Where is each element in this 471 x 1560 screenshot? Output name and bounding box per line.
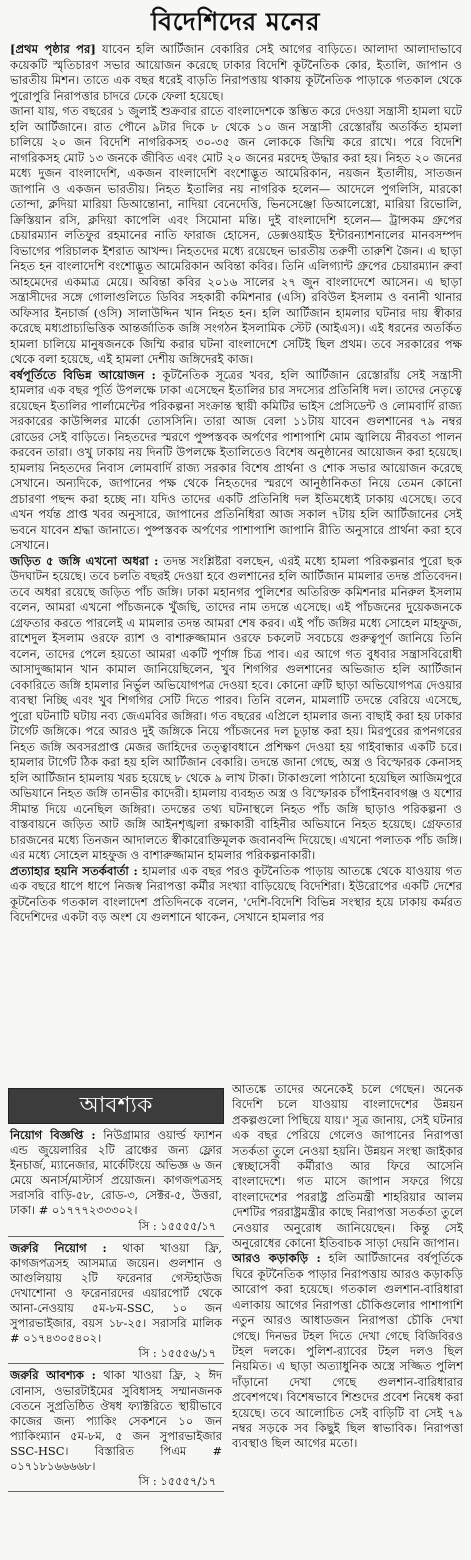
ad-code: সি : ১৫৫৫৬/১৭ — [138, 1346, 216, 1361]
ad-code: সি : ১৫৫৫৫/১৭ — [138, 1218, 216, 1233]
paragraph-lead: আরও কড়াকড়ি : — [232, 1251, 321, 1266]
article-paragraph — [10, 104, 462, 368]
paragraph-lead: বর্ষপূর্তিতে বিভিন্ন আয়োজন : — [10, 367, 156, 382]
paragraph-text: তদন্ত সংশ্লিষ্টরা বলছেন, এরই মধ্যে হামলা পরিকল্পনার পুরো ছক উদঘাটন হয়েছে। তবে চলতি বছরই দেওয়া হবে গুলশানের হলি আর্টিজান মামলার তদন্ত প্রতিবেদন। তবে অধরা রয়েছে জড়িত পাঁচ জঙ্গি। ঢাকা মহানগর পুলিশের অতিরিক্ত কমিশনার মনিরুল ইসলাম বলেন, আমরা এখনো পাঁচজনকে খুঁজছি, তাদের নাম তদন্তে এসেছে। এই পাঁচজনের দুয়েকজনকে গ্রেফতার করতে পারলেই এ মামলার তদন্ত আমরা শেষ করব। এই পাঁচ জঙ্গির মধ্যে সোহেল মাহফুজ, রাশেদুল ইসলাম ওরফে র‌্যাশ ও বাশারুজ্জামান ওরফে চকলেট সবচেয়ে গুরুত্বপূর্ণ জানিয়ে তিনি বলেন, তাদের পেলে হয়তো আমরা একটি পূর্ণাঙ্গ চিত্র পাব। এর আগে গত বুধবার সন্ত্রাসবিরোধী আসাদুজ্জামান খান কামাল জানিয়েছিলেন, খুব শিগগির গুলশানের অভিজাত হলি আর্টিজান বেকারিতে জঙ্গি হামলার নির্ভুল অভিযোগপত্র দেওয়া হবে। কোনো ত্রুটি ছাড়া অভিযোগপত্র দেওয়ার ব্যবস্থা নিচ্ছি এবং খুব শিগগির সেটি দিতে পারব। তিনি বলেন, মামলাটি তদন্তে বেরিয়ে এসেছে, পুরো ঘটনাটি ঘটায় নব্য জেএমবির জঙ্গিরা। গত বছরের এপ্রিলে হামলার জন্য বাছাই করা হয় ঢাকার টার্গেট জঙ্গিকে। পরে আরও দুই জঙ্গিকে নিয়ে পাঁচজনের দল চূড়ান্ত করা হয়। মিরপুরের রূপনগরের নিহত জঙ্গি অবসরপ্রাপ্ত মেজর জাহিদের তত্ত্বাবধানে প্রশিক্ষণ দেওয়া হয় গাইবান্ধার একটি চরে। হামলার টার্গেট ঠিক করা হয় হলি আর্টিজান বেকারি। তদন্তে জানা গেছে, অস্ত্র ও বিস্ফোরক কেনাসহ হলি আর্টিজান হামলায় খরচ হয়েছে ৮ থেকে ৯ লাখ টাকা। টাকাগুলো পাঠানো হয়েছিল আজিমপুরে অভিযানে নিহত জঙ্গি তানভীর কাদেরী। হামলায় ব্যবহৃত অস্ত্র ও বিস্ফোরক চাঁপাইনবাবগঞ্জ ও যশোর সীমান্ত দিয়ে এনেছিল জঙ্গিরা। তদন্তের তথ্য ঘটনাস্থলে নিহত পাঁচ জঙ্গি ছাড়াও পরিকল্পনা ও বাস্তবায়নে জড়িত আট জঙ্গি আইনশৃঙ্খলা রক্ষাকারী বাহিনীর অভিযানে নিহত হয়েছে। গ্রেফতার চারজনের মধ্যে তিনজন আদালতে স্বীকারোক্তিমূলক জবানবন্দি দিয়েছে। এখনো পলাতক পাঁচ জঙ্গি। এর মধ্যে সোহেল মাহফুজ ও বাশারুজ্জামান হামলার পরিকল্পনাকারী। — [10, 553, 462, 862]
ad-code: সি : ১৫৫৫৭/১৭ — [138, 1474, 216, 1489]
ad-body: থাকা খাওয়া ফ্রি, ২ ঈদ বোনাস, ওভারটাইমের সুবিধাসহ সম্মানজনক বেতনে সুপ্রতিষ্ঠিত ঔষধ ফ্যাক্টরিতে স্থায়ীভাবে কাজের জন্য প্যাকিং সেকশনে ১০ জন প্যাকিংম্যান ৫ম-৮ম, ৫ জন সুপারভাইজার SSC-HSC। বিস্তারিত পিএম # ০১৭১৮১৬৬৬৬৮। — [10, 1368, 222, 1473]
article-paragraph — [10, 368, 462, 554]
ad-title: জরুরি আবশ্যক : — [10, 1368, 96, 1383]
paragraph-lead: [প্রথম পৃষ্ঠার পর] — [10, 42, 96, 56]
paragraph-text: হামলার এক বছর পরও কূটনৈতিক পাড়ায় আতঙ্কে থেকে যাওয়ায় গত এক বছরে ধাপে ধাপে নিজস্ব নিরাপত্তা কর্মীর সংখ্যা বাড়িয়েছে বিদেশিরা। ইউরোপের একটি দেশের কূটনৈতিক গতকাল বাংলাদেশ প্রতিদিনকে বলেন, 'দেশি-বিদেশি বিভিন্ন সংস্থার হয়ে ঢাকায় কর্মরত বিদেশিদের একটা বড় অংশ যে গুলশানে থাকেন, সেখানে হামলার পর — [10, 863, 462, 924]
article-body — [10, 42, 462, 926]
ad-body: নিউগ্রামার ওয়ার্ল্ড ফ্যাশন এন্ড জুয়েলারির ২টি ব্রাঞ্চের জন্য ফ্লোর ইনচার্জ, ম্যানেজার, মার্কেটিংয়ে অভিজ্ঞ ৬ জন মেয়ে অনার্স/মাস্টার্স প্রয়োজন। কাগজপত্রসহ সরাসরি বাড়ি-৫৮, রোড-৩, সেক্টর-৫, উত্তরা, ঢাকা। # ০১৭৭৭২৩৩৩০২। — [10, 1128, 222, 1218]
ad-title: জরুরি নিয়োগ : — [10, 1240, 107, 1255]
headline: বিদেশিদের মনের — [151, 7, 320, 36]
article-continuation — [232, 1082, 463, 1452]
classified-ad — [8, 1124, 224, 1237]
article-paragraph — [232, 1251, 463, 1451]
paragraph-text: হলি আর্টিজানের বর্ষপূর্তিকে ঘিরে কূটনৈতিক পাড়ার নিরাপত্তায় আরও কড়াকড়ি আরোপ করা হয়েছে। গতকাল গুলশান-বারিধারা এলাকায় আগের নিরাপত্তা চৌকিগুলোর পাশাপাশি নতুন আরও আধাডজন নিরাপত্তা চৌকি দেখা গেছে। দিনভর টহল দিতে দেখা গেছে বিজিবিরও টহল দলকে। পুলিশ-র‌্যাবের টহল দলও ছিল নিয়মিত। এ ছাড়া অত্যাধুনিক অস্ত্রে সজ্জিত পুলিশ দাঁড়ানো দেখা গেছে গুলশান-বারিধারার প্রবেশপথে। বিশেষভাবে শিশুদের প্রবেশ নিষেধ করা হয়েছে। তবে আলোচিত সেই বাড়িটি বা সেই ৭৯ নম্বর সড়কে সব কিছুই ছিল স্বাভাবিক। নিরাপত্তা ব্যবস্থাও ছিল আগের মতো। — [232, 1251, 463, 1451]
paragraph-text: কূটনৈতিক সূত্রের খবর, হলি আর্টিজান রেস্তোরাঁয় সেই সন্ত্রাসী হামলার এক বছর পূর্তি উপলক্ষে ঢাকা এসেছেন ইতালির চার সদস্যের প্রতিনিধি দল। তাদের নেতৃত্বে রয়েছেন ইতালির পার্লামেন্টের পরিকল্পনা সংক্রান্ত স্থায়ী কমিটির ভাইস প্রেসিডেন্ট ও লোমবার্দি রাজ্য সরকারের কাউন্সিলর মার্কো তোসসিনি। তারা আজ বেলা ১১টায় যাবেন গুলশানের ৭৯ নম্বর রোডের সেই বাড়িতে। নিহতদের স্মরণে পুষ্পস্তবক অর্পণের পাশাপাশি মোম জ্বালিয়ে নীরবতা পালন করবেন তারা। ওখু ঢাকায় নয় দিনটি উপলক্ষে ইতালিতেও বিশেষ অনুষ্ঠানের আয়োজন করা হয়েছে। হামলায় নিহতদের নিবাস লোমবার্দি রাজ্য সরকার বিশেষ প্রার্থনা ও শোক সভার আয়োজন করেছে সেখানে। অন্যদিকে, জাপানের পক্ষ থেকে নিহতদের স্মরণে আনুষ্ঠানিকতা নিয়ে তেমন কোনো প্রচারণা পছন্দ করা হচ্ছে না। যদিও তাদের একটি প্রতিনিধি দল ইতিমধ্যেই ঢাকায় এসেছে। তবে এখন পর্যন্ত প্রাপ্ত খবর অনুসারে, জাপানের প্রতিনিধিরা আজ সকাল ৭টায় হলি আর্টিজানের সেই ভবনে যাবেন শ্রদ্ধা জানাতে। পুষ্পস্তবক অর্পণের পাশাপাশি জাপানি রীতি অনুসারে প্রার্থনা করা হবে সেখানে। — [10, 367, 462, 552]
ad-title: নিয়োগ বিজ্ঞপ্তি : — [10, 1128, 96, 1142]
article-paragraph — [10, 554, 462, 864]
paragraph-lead: প্রত্যাহার হয়নি সতর্কবার্তা : — [10, 863, 138, 878]
classifieds-heading: আবশ্যক — [8, 1088, 224, 1124]
classifieds-box — [8, 1088, 224, 1492]
classified-ad — [8, 1237, 224, 1365]
article-paragraph — [10, 864, 462, 926]
paragraph-text: জানা যায়, গত বছরের ১ জুলাই শুক্রবার রাতে বাংলাদেশকে স্তম্ভিত করে দেওয়া সন্ত্রাসী হামলা ঘটে হলি আর্টিজানে। রাত পৌনে ৯টার দিকে ৮ থেকে ১০ জন সন্ত্রাসী রেস্তোরাঁয় অতর্কিত হামলা চালিয়ে ২০ জন বিদেশি নাগরিকসহ ৩০-৩৫ জন লোককে জিম্মি করে রাখে। পরে বিদেশি নাগরিকসহ মোট ১৩ জনকে জীবিত এবং মোট ২০ জনের মরদেহ উদ্ধার করা হয়। নিহত ২০ জনের মধ্যে দুজন বাংলাদেশি, একজন বাংলাদেশি বংশোদ্ভূত আমেরিকান, নয়জন ইতালীয়, সাতজন জাপানি ও একজন ভারতীয়। নিহত ইতালির নয় নাগরিক হলেন— আদেলে পুগলিসি, মারকো তোন্দা, ক্লদিয়া মারিয়া ডিআন্তোনা, নাদিয়া বেনেদেত্তি, ভিনসেঞ্জো ডিআলেস্ত্রো, মারিয়া রিভোলি, ক্রিস্তিয়ান রসি, ক্লদিয়া কাপেলি এবং সিমোনা মন্তি। দুই বাংলাদেশি হলেন— ট্রান্সকম গ্রুপের চেয়ারম্যান লতিফুর রহমানের নাতি ফারাজ হোসেন, ডেক্সওয়াইড ইন্টারন্যাশনালের মানবসম্পদ বিভাগের পরিচালক ইশরাত আখন্দ। নিহতদের মধ্যে রয়েছেন ভারতীয় তরুণী তারুশি জৈন। এ ছাড়া নিহত হন বাংলাদেশি বংশোদ্ভূত আমেরিকান অবিন্তা কবির। তিনি এলিগ্যান্ট গ্রুপের চেয়ারম্যান রুবা আহমেদের একমাত্র মেয়ে। অবিন্তা কবির ২০১৬ সালের ২৭ জুন বাংলাদেশে আসেন। এ ছাড়া সন্ত্রাসীদের সঙ্গে গোলাগুলিতে ডিবির সহকারী কমিশনার (এসি) রবিউল ইসলাম ও বনানী থানার অফিসার ইনচার্জ (ওসি) সালাউদ্দিন খান নিহত হন। হলি আর্টিজান হামলার ঘটনার দায় স্বীকার করেছে মধ্যপ্রাচ্যভিত্তিক আন্তর্জাতিক জঙ্গি সংগঠন ইসলামিক স্টেট (আইএস)। এই ধরনের অতর্কিত হামলা চালিয়ে মানুষজনকে জিম্মি করার ঘটনা বাংলাদেশে সেটিই ছিল প্রথম। তবে সরকারের পক্ষ থেকে বলা হয়েছে, এই হামলা দেশীয় জঙ্গিদেরই কাজ। — [10, 104, 462, 366]
paragraph-text: আতঙ্কে তাদের অনেকেই চলে গেছেন। অনেক বিদেশি চলে যাওয়ায় বাংলাদেশের উন্নয়ন প্রকল্পগুলো পিছিয়ে যায়।' সূত্র জানায়, সেই ঘটনার এক বছর পেরিয়ে গেলেও জাপানের নিরাপত্তা সতর্কতা তুলে নেওয়া হয়নি। উন্নয়ন সংস্থা জাইকার স্বেচ্ছাসেবী কর্মীরাও আর ফিরে আসেনি বাংলাদেশে। গত মাসে জাপান সফরে গিয়ে বাংলাদেশের পররাষ্ট্র প্রতিমন্ত্রী শাহরিয়ার আলম দেশটির পররাষ্ট্রমন্ত্রীর কাছে নিরাপত্তা সতর্কতা তুলে নেওয়ার অনুরোধ জানিয়েছেন। কিন্তু সেই অনুরোধের কোনো ইতিবাচক সাড়া দেয়নি জাপান। — [232, 1082, 463, 1251]
article-paragraph — [232, 1082, 463, 1251]
article-paragraph — [10, 42, 462, 104]
ad-body: থাকা খাওয়া ফ্রি, কাগজপত্রসহ আসমাত্র জয়েন। গুলশান ও আগুলিয়ায় ২টি ফরেনার গেস্টহাউজ দেখাশোনা ও ফরেনারদের এয়ারপোর্ট থেকে আনা-নেওয়ায় ৫ম-৮ম-SSC, ১০ জন সুপারভাইজার, বয়স ১৮-২৫। সরাসরি মালিক # ০১৭৪৩০৫৪০২। — [10, 1240, 222, 1346]
classified-ad — [8, 1364, 224, 1492]
paragraph-lead: জড়িত ৫ জঙ্গি এখনো অধরা : — [10, 553, 159, 568]
paragraph-text: যাবেন হলি আর্টিজান বেকারির সেই আগের বাড়িতে। আলাদা আলাদাভাবে কয়েকটি স্মৃতিচারণ সভার আয়োজন করেছে ঢাকার বিদেশি কূটনৈতিক কোর, ইতালি, জাপান ও ভারতীয় মিশন। তাতে এক বছর ধরেই বাড়তি নিরাপত্তায় থাকায় কূটনৈতিক পাড়াকে গতকাল থেকে পুরোপুরি নিরাপত্তার চাদরে ঢেকে ফেলা হয়েছে। — [10, 42, 462, 103]
